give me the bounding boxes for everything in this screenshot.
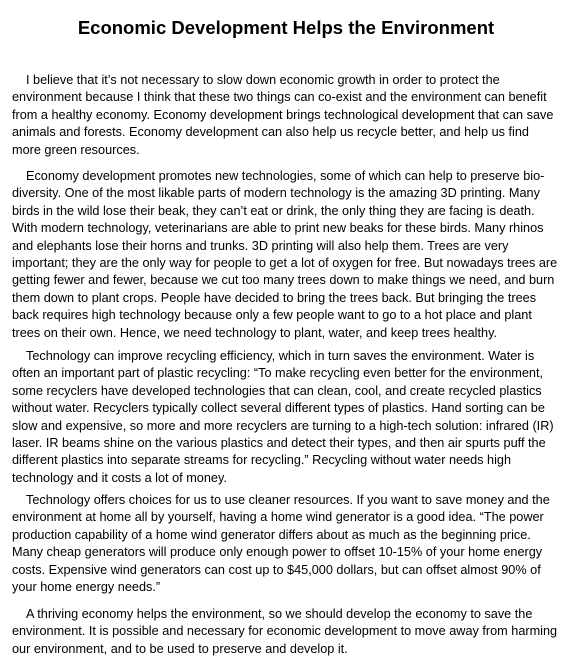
paragraph-cleaner-resources: Technology offers choices for us to use cleaner resources. If you want to save money and the environment at home all by yourself, having a home wind generator is a good idea. “The power production capability of a home wind generator differs about as much as the beginning price. Many cheap generators will produce only enough power to offset 10-15% of your home energy costs. Expensive wind generators can cost up to $45,000 dollars, but can offset almost 90% of your home energy needs.” — [12, 493, 550, 595]
paragraph-new-technologies: Economy development promotes new technologies, some of which can help to preserve bio-diversity. One of the most likable parts of modern technology is the amazing 3D printing. Many birds in the wild lose their beak, they can’t eat or drink, the only thing they are facing is death. With modern technology, veterinarians are able to print new beaks for these birds. Many rhinos and elephants lose their horns and trunks. 3D printing will also help them. Trees are very important; they are the only way for people to get a lot of oxygen for free. But nowadays trees are getting fewer and fewer, because we cut too many trees down to make things we need, and burn them down to plant crops. People have decided to bring the trees back. But bringing the trees back requires high technology because only a few people want to go to a hot place and plant trees on their own. Hence, we need technology to plant, water, and keep trees healthy. — [12, 169, 558, 340]
paragraph-conclusion: A thriving economy helps the environment, so we should develop the economy to save the environment. It is possible and necessary for economic development to move away from harming our environment, and to be used to preserve and develop it. — [12, 607, 558, 656]
paragraph-intro: I believe that it’s not necessary to slow down economic growth in order to protect the environment because I think that these two things can co-exist and the environment can benefit from a healthy economy. Economy development brings technological development that can save animals and forests. Economy development can also help us recycle better, and help us find more green resources. — [12, 73, 554, 157]
paragraph-recycling: Technology can improve recycling efficiency, which in turn saves the environment. Water is often an important part of plastic recycling: “To make recycling even better for the environment, some recyclers have developed technologies that can clean, cool, and create recycled plastics without water. Recyclers typically collect several different types of plastics. Hand sorting can be slow and expensive, so more and more recyclers are turning to a high-tech solution: infrared (IR) laser. IR beams shine on the various plastics and detect their types, and then air spurts puff the different plastics into separate streams for recycling.” Recycling without water needs high technology and it costs a lot of money. — [12, 349, 554, 485]
document-title: Economic Development Helps the Environment — [77, 17, 495, 38]
